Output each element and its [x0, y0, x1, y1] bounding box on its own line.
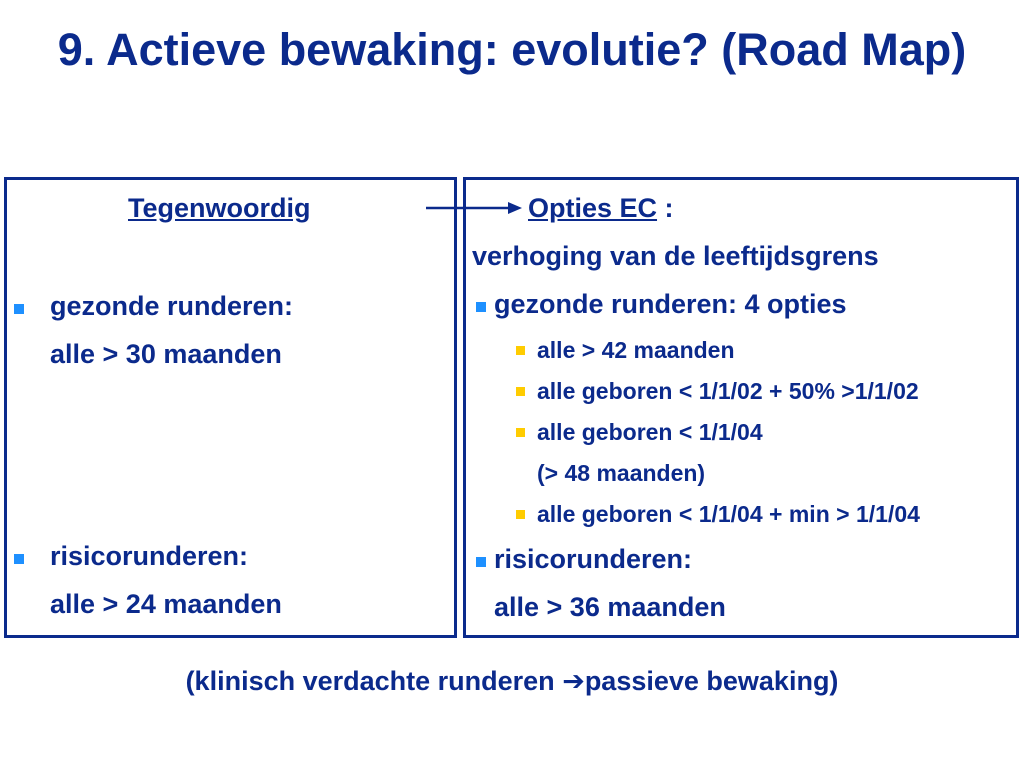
- square-bullet-icon: [516, 346, 525, 355]
- square-bullet-icon: [14, 554, 24, 564]
- option-1: alle > 42 maanden: [537, 337, 735, 363]
- risk-cattle-detail-right: alle > 36 maanden: [494, 592, 726, 622]
- square-bullet-icon: [516, 510, 525, 519]
- right-arrow-icon: ➔: [562, 666, 585, 697]
- square-bullet-icon: [476, 302, 486, 312]
- healthy-cattle-detail: alle > 30 maanden: [50, 339, 282, 369]
- healthy-cattle-label: gezonde runderen:: [50, 291, 294, 321]
- square-bullet-icon: [516, 428, 525, 437]
- left-panel-heading: Tegenwoordig: [128, 193, 311, 223]
- right-panel-heading-suffix: :: [657, 193, 674, 223]
- age-limit-intro: verhoging van de leeftijdsgrens: [472, 241, 879, 271]
- footer-note: [0, 664, 1024, 699]
- square-bullet-icon: [14, 304, 24, 314]
- right-panel-heading-text: Opties EC: [528, 193, 658, 223]
- option-3: alle geboren < 1/1/04: [537, 419, 763, 445]
- square-bullet-icon: [516, 387, 525, 396]
- right-panel-heading: [528, 192, 674, 224]
- option-4: alle geboren < 1/1/04 + min > 1/1/04: [537, 501, 920, 527]
- healthy-cattle-options-label: gezonde runderen: 4 opties: [494, 289, 847, 319]
- footer-prefix: (klinisch verdachte runderen: [185, 666, 563, 696]
- option-3-continuation: (> 48 maanden): [537, 460, 706, 486]
- risk-cattle-label-right: risicorunderen:: [494, 544, 693, 574]
- square-bullet-icon: [476, 557, 486, 567]
- right-arrow-icon: [424, 198, 524, 218]
- footer-suffix: passieve bewaking): [584, 666, 839, 696]
- slide-title: 9. Actieve bewaking: evolutie? (Road Map): [57, 24, 967, 75]
- option-2: alle geboren < 1/1/02 + 50% >1/1/02: [537, 378, 919, 404]
- risk-cattle-detail: alle > 24 maanden: [50, 589, 282, 619]
- risk-cattle-label: risicorunderen:: [50, 541, 249, 571]
